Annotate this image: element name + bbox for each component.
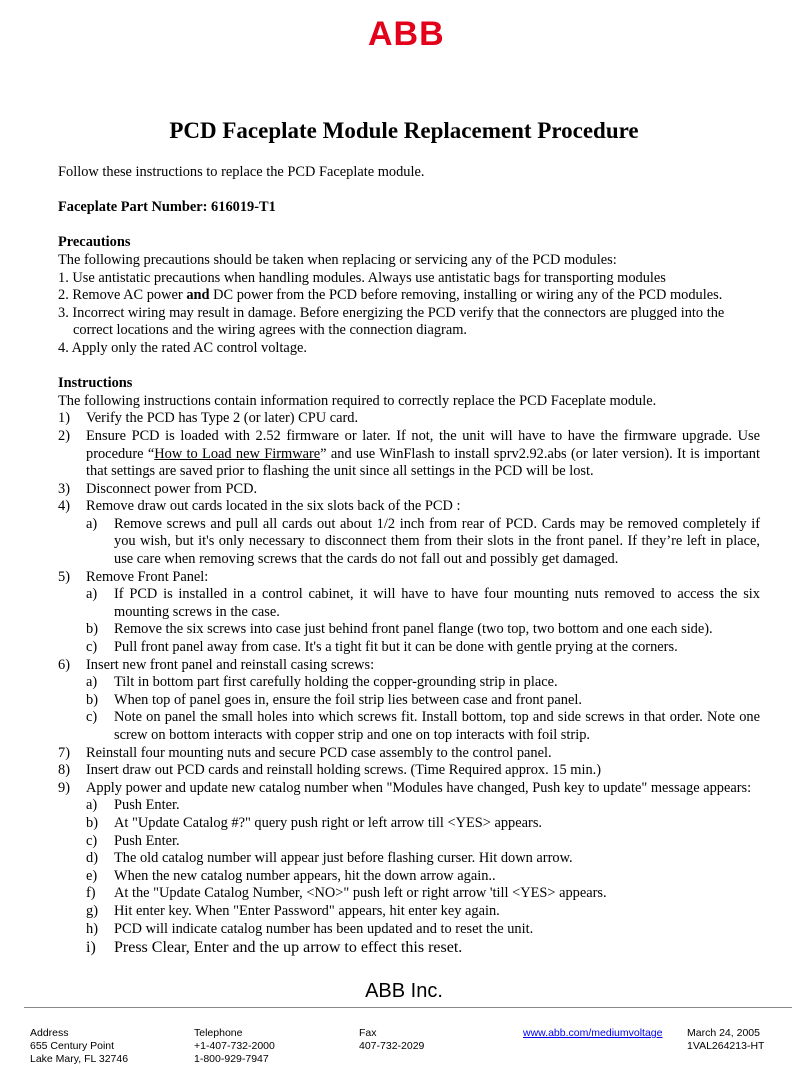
- precautions-lead: The following precautions should be taken when replacing or servicing any of the PCD modules:: [58, 251, 617, 268]
- sub-step-item: b) At "Update Catalog #?" query push right or left arrow till <YES> appears.: [86, 814, 543, 831]
- abb-logo: [368, 16, 450, 52]
- step-item: 2) Ensure PCD is loaded with 2.52 firmware or later. If not, the unit will have to have the firmware upgrade. Use procedure “How to Load new Firmware” and use WinFlash to install sprv2.92.abs (or later version). It is important that settings are saved prior to flashing the unit since all settings in the PCD will be lost.: [58, 427, 760, 480]
- sub-step-item: a) Remove screws and pull all cards out about 1/2 inch from rear of PCD. Cards may be removed completely if you wish, but it's only necessary to disconnect them from their slots in the front panel. If they’re left in place, use care when removing screws that the cards do not fall out and possibly get damaged.: [86, 515, 760, 568]
- document-id: 1VAL264213-HT: [687, 1040, 765, 1052]
- company-name: ABB Inc.: [365, 980, 443, 1002]
- sub-step-item: h) PCD will indicate catalog number has been updated and to reset the unit.: [86, 920, 534, 937]
- footer-address: Address 655 Century Point Lake Mary, FL 32746: [30, 1027, 129, 1065]
- document-body: [58, 164, 760, 958]
- step-item: 4) Remove draw out cards located in the six slots back of the PCD : a) Remove screws and pull all cards out about 1/2 inch from rear of PCD. Cards may be removed completely if you wish, but it's only necessary to disconnect them from their slots in the front panel. If they’re left in place, use care when removing screws that the cards do not fall out and possibly get damaged.: [58, 498, 760, 568]
- firmware-procedure-link[interactable]: How to Load new Firmware: [154, 445, 321, 462]
- sub-step-item: d) The old catalog number will appear just before flashing curser. Hit down arrow.: [86, 850, 573, 867]
- precaution-item: 4. Apply only the rated AC control voltage.: [58, 339, 307, 356]
- sub-step-item: a) Push Enter.: [86, 797, 180, 814]
- footer-doc-info: [687, 1027, 764, 1053]
- part-number: Faceplate Part Number: 616019-T1: [58, 199, 276, 216]
- sub-steps: [86, 516, 760, 569]
- step-item: 9) Apply power and update new catalog number when "Modules have changed, Push key to update" message appears: a) Push Enter. b) At "Update Catalog #?" query push right or left arrow till <YES> appears. c) Push Enter. d) The old catalog number will appear just before flashing curser. Hit down arrow. e) When the new catalog number appears, hit the down arrow again.. f) At the "Update Catalog Number, <NO>" push left or right arrow 'till <YES> appears. g) Hit enter key. When "Enter Password" appears, hit enter key again. h) PCD will indicate catalog number has been updated and to reset the unit. i) Press Clear, Enter and the up arrow to effect this reset.: [58, 780, 760, 958]
- intro-text: Follow these instructions to replace the PCD Faceplate module.: [58, 164, 425, 180]
- footer-fax: Fax 407-732-2029: [359, 1027, 425, 1052]
- sub-step-item: b) When top of panel goes in, ensure the foil strip lies between case and front panel.: [86, 691, 582, 708]
- footer-telephone: Telephone +1-407-732-2000 1-800-929-7947: [194, 1027, 275, 1065]
- page-title: PCD Faceplate Module Replacement Procedure: [169, 118, 639, 143]
- footer-website: [523, 1027, 662, 1040]
- step-item: 3) Disconnect power from PCD.: [58, 480, 258, 497]
- step-item: 8) Insert draw out PCD cards and reinstall holding screws. (Time Required approx. 15 min.): [58, 762, 602, 779]
- step-item: 6) Insert new front panel and reinstall casing screws: a) Tilt in bottom part first carefully holding the copper-grounding strip in place. b) When top of panel goes in, ensure the foil strip lies between case and front panel. c) Note on panel the small holes into which screws fit. Install bottom, top and side screws in that order. Note one screw on bottom interacts with copper strip and one on top interacts with foil strip.: [58, 656, 760, 743]
- document-date: March 24, 2005: [687, 1027, 760, 1039]
- sub-step-item: a) If PCD is installed in a control cabinet, it will have to have four mounting nuts removed to access the six mounting screws in the case.: [86, 586, 760, 620]
- sub-step-item: c) Note on panel the small holes into which screws fit. Install bottom, top and side screws in that order. Note one screw on bottom interacts with copper strip and one on top interacts with foil strip.: [86, 709, 760, 743]
- sub-step-item: a) Tilt in bottom part first carefully holding the copper-grounding strip in place.: [86, 674, 558, 691]
- sub-step-item: c) Push Enter.: [86, 832, 180, 849]
- sub-steps: [86, 797, 760, 958]
- sub-step-item: i) Press Clear, Enter and the up arrow to effect this reset.: [86, 939, 463, 957]
- sub-step-item: c) Pull front panel away from case. It's a tight fit but it can be done with gentle prying at the corners.: [86, 639, 678, 656]
- website-link[interactable]: www.abb.com/mediumvoltage: [523, 1027, 663, 1039]
- sub-step-item: e) When the new catalog number appears, hit the down arrow again..: [86, 867, 496, 884]
- sub-steps: [86, 586, 760, 656]
- instructions-heading: Instructions: [58, 375, 133, 392]
- step-item: 7) Reinstall four mounting nuts and secure PCD case assembly to the control panel.: [58, 744, 552, 761]
- abb-logo-text: ABB: [368, 15, 445, 53]
- precaution-item: 3. Incorrect wiring may result in damage. Before energizing the PCD verify that the connectors are plugged into the correct locations and the wiring agrees with the connection diagram.: [58, 304, 725, 339]
- precautions-heading: Precautions: [58, 234, 131, 251]
- instruction-steps: [58, 410, 760, 958]
- precautions-list: [58, 252, 760, 358]
- precaution-item: 1. Use antistatic precautions when handling modules. Always use antistatic bags for transporting modules: [58, 269, 666, 286]
- footer-divider: [24, 1007, 792, 1008]
- precaution-item: 2. Remove AC power and DC power from the PCD before removing, installing or wiring any of the PCD modules.: [58, 287, 723, 304]
- sub-step-item: b) Remove the six screws into case just behind front panel flange (two top, two bottom and one each side).: [86, 621, 713, 638]
- step-item: 5) Remove Front Panel: a) If PCD is installed in a control cabinet, it will have to have four mounting nuts removed to access the six mounting screws in the case. b) Remove the six screws into case just behind front panel flange (two top, two bottom and one each side). c) Pull front panel away from case. It's a tight fit but it can be done with gentle prying at the corners.: [58, 568, 760, 656]
- sub-step-item: f) At the "Update Catalog Number, <NO>" push left or right arrow 'till <YES> appears.: [86, 885, 607, 902]
- sub-steps: [86, 674, 760, 744]
- step-item: 1) Verify the PCD has Type 2 (or later) CPU card.: [58, 410, 359, 427]
- sub-step-item: g) Hit enter key. When "Enter Password" appears, hit enter key again.: [86, 902, 500, 919]
- instructions-lead: The following instructions contain information required to correctly replace the PCD Faceplate module.: [58, 392, 657, 409]
